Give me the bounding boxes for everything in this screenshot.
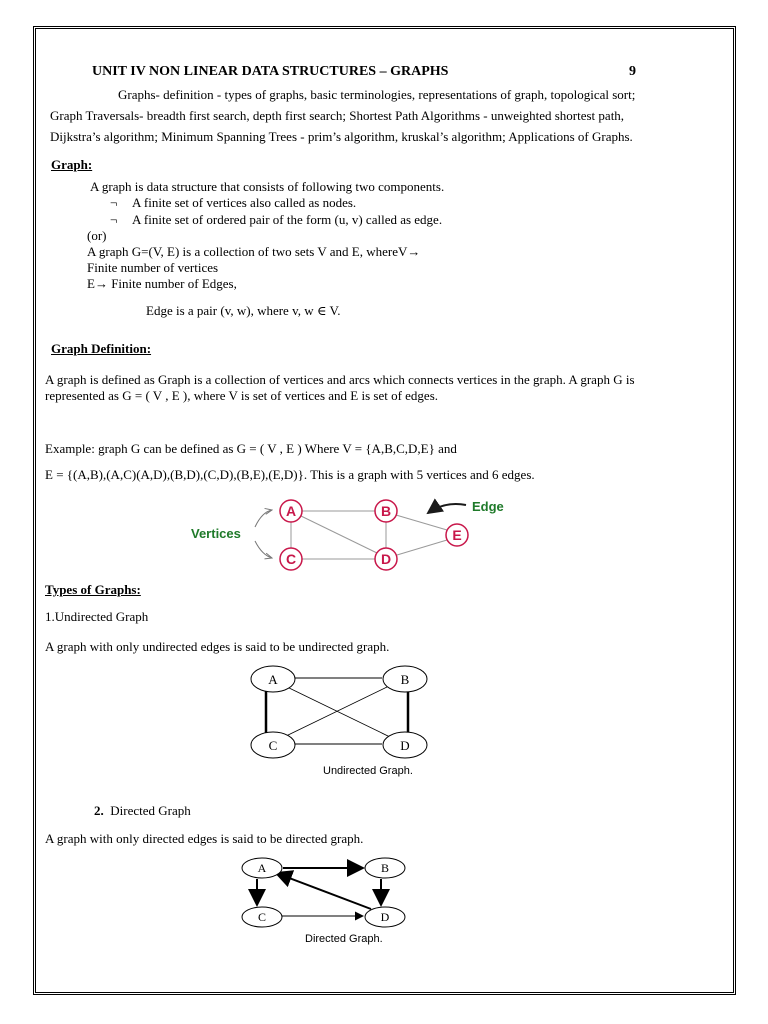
d-node-a-label: A — [257, 861, 267, 875]
bullet-symbol: ¬ — [110, 195, 118, 210]
page-number: 9 — [629, 64, 636, 79]
vertices-label: Vertices — [191, 526, 241, 541]
graph-def-line-2: Finite number of vertices — [87, 260, 219, 275]
bullet-vertices: A finite set of vertices also called as nodes. — [132, 195, 357, 210]
example-line-1: Example: graph G can be defined as G = ( V , E ) Where V = {A,B,C,D,E} and — [45, 441, 457, 456]
undirected-desc: A graph with only undirected edges is said to be undirected graph. — [45, 639, 390, 654]
node-e-label: E — [452, 527, 462, 543]
directed-caption: Directed Graph. — [305, 933, 383, 945]
syllabus-line-1: Graphs- definition - types of graphs, basic terminologies, representations of graph, topological sort; — [118, 87, 636, 102]
graph-heading: Graph: — [51, 157, 93, 172]
bullet-edges: A finite set of ordered pair of the form (u, v) called as edge. — [132, 212, 443, 227]
node-d-label: D — [380, 551, 392, 567]
syllabus-line-2: Graph Traversals- breadth first search, depth first search; Shortest Path Algorithms - unweighted shortest path, — [50, 108, 625, 123]
node-b-label: B — [380, 503, 392, 519]
graph-intro: A graph is data structure that consists of following two components. — [90, 179, 445, 194]
d-edge-d-a — [276, 873, 371, 909]
u-node-d-label: D — [400, 738, 410, 753]
u-node-c-label: C — [268, 738, 278, 753]
syllabus-line-3: Dijkstra’s algorithm; Minimum Spanning Trees - prim’s algorithm, kruskal’s algorithm; Applications of Graphs. — [50, 129, 633, 144]
undirected-caption: Undirected Graph. — [323, 765, 413, 777]
example-line-2: E = {(A,B),(A,C)(A,D),(B,D),(C,D),(B,E),(E,D)}. This is a graph with 5 vertices and 6 edges. — [45, 467, 535, 482]
d-node-d-label: D — [380, 910, 390, 924]
bullet-symbol: ¬ — [110, 212, 118, 227]
directed-title: Directed Graph — [110, 803, 191, 818]
directed-desc: A graph with only directed edges is said to be directed graph. — [45, 831, 364, 846]
u-node-b-label: B — [400, 672, 410, 687]
graph-def-line-3: E→ Finite number of Edges, — [87, 276, 237, 291]
unit-title: UNIT IV NON LINEAR DATA STRUCTURES – GRAPHS — [92, 64, 449, 79]
definition-line-1: A graph is defined as Graph is a collection of vertices and arcs which connects vertices in the graph. A graph G is — [45, 372, 635, 387]
definition-heading: Graph Definition: — [51, 341, 152, 356]
or-text: (or) — [87, 228, 107, 243]
edge-pair-line: Edge is a pair (v, w), where v, w ∈ V. — [146, 303, 341, 318]
node-c-label: C — [285, 551, 297, 567]
node-a-label: A — [285, 503, 297, 519]
d-node-c-label: C — [257, 910, 267, 924]
u-node-a-label: A — [268, 672, 278, 687]
types-heading: Types of Graphs: — [45, 582, 141, 597]
d-node-b-label: B — [380, 861, 390, 875]
undirected-title: 1.Undirected Graph — [45, 609, 149, 624]
definition-line-2: represented as G = ( V , E ), where V is set of vertices and E is set of edges. — [45, 388, 439, 403]
directed-num: 2. — [94, 803, 104, 818]
edge-label: Edge — [472, 499, 504, 514]
graph-def-line-1: A graph G=(V, E) is a collection of two sets V and E, whereV→ — [87, 244, 421, 259]
